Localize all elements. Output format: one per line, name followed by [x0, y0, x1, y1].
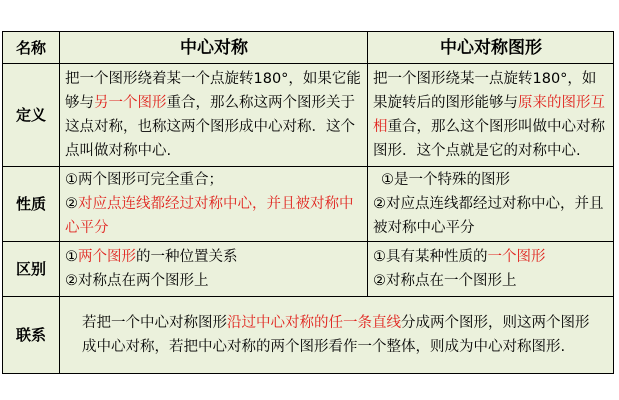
property-a-item-1: ①两个图形可完全重合； [65, 172, 223, 188]
difference-a-item-1-rest: 的一种位置关系 [136, 249, 238, 265]
relation-text-2: 分成两个图形，则这两个图形成中心对称，若把中心对称的两个图形看作一个整体，则成为中心对称图形. [82, 315, 590, 355]
difference-cell-a [60, 242, 368, 297]
property-a-item-2-highlight: 对应点连线都经过对称中心，并且被对称中心平分 [65, 196, 354, 236]
property-a-item-2-num: ② [65, 196, 78, 212]
difference-b-item-2: ②对称点在一个图形上 [373, 273, 517, 289]
difference-label: 区别 [3, 242, 60, 297]
difference-a-item-2: ②对称点在两个图形上 [65, 273, 209, 289]
header-centrally-symmetric-figure: 中心对称图形 [368, 32, 614, 64]
property-label: 性质 [3, 167, 60, 242]
difference-b-item-1-highlight: 一个图形 [487, 249, 546, 265]
comparison-table [2, 31, 614, 374]
header-central-symmetry: 中心对称 [60, 32, 368, 64]
header-name-cell: 名称 [3, 32, 60, 64]
difference-a-item-1-highlight: 两个图形 [78, 249, 136, 265]
difference-row [3, 242, 614, 297]
relation-text-1: 若把一个中心对称图形 [82, 315, 227, 331]
property-a-item-2 [65, 192, 363, 240]
definition-a-highlight: 另一个图形 [94, 95, 167, 111]
relation-highlight: 沿过中心对称的任一条直线 [227, 315, 401, 331]
definition-b-text-1: 把一个图形绕某一点旋转180°，如果旋转后的图形能够与 [373, 71, 597, 111]
relation-label: 联系 [3, 297, 60, 374]
property-row [3, 167, 614, 242]
relation-row [3, 297, 614, 374]
definition-a-text-2: 重合，那么称这两个图形关于这点对称，也称这两个图形成中心对称．这个点叫做对称中心. [65, 95, 355, 159]
definition-cell-b [368, 64, 614, 167]
difference-a-item-1-num: ① [65, 249, 78, 265]
definition-a-text-1: 把一个图形绕着某一个点旋转180°，如果它能够与 [65, 71, 361, 111]
property-b-item-2: ②对应点连线都经过对称中心，并且被对称中心平分 [373, 196, 604, 236]
property-cell-b [368, 167, 614, 242]
difference-a-item-1 [65, 245, 363, 269]
difference-cell-b [368, 242, 614, 297]
definition-cell-a [60, 64, 368, 167]
definition-row [3, 64, 614, 167]
header-row [3, 32, 614, 64]
property-cell-a [60, 167, 368, 242]
relation-cell [60, 297, 614, 374]
difference-b-item-1 [373, 245, 609, 269]
definition-b-text-2: 重合，那么这个图形叫做中心对称图形．这个点就是它的对称中心. [373, 119, 605, 159]
difference-b-item-1-pre: ①具有某种性质的 [373, 249, 488, 265]
definition-label: 定义 [3, 64, 60, 167]
property-b-item-1: ①是一个特殊的图形 [381, 172, 510, 188]
definition-b-highlight: 原来的图形互相 [373, 95, 605, 135]
